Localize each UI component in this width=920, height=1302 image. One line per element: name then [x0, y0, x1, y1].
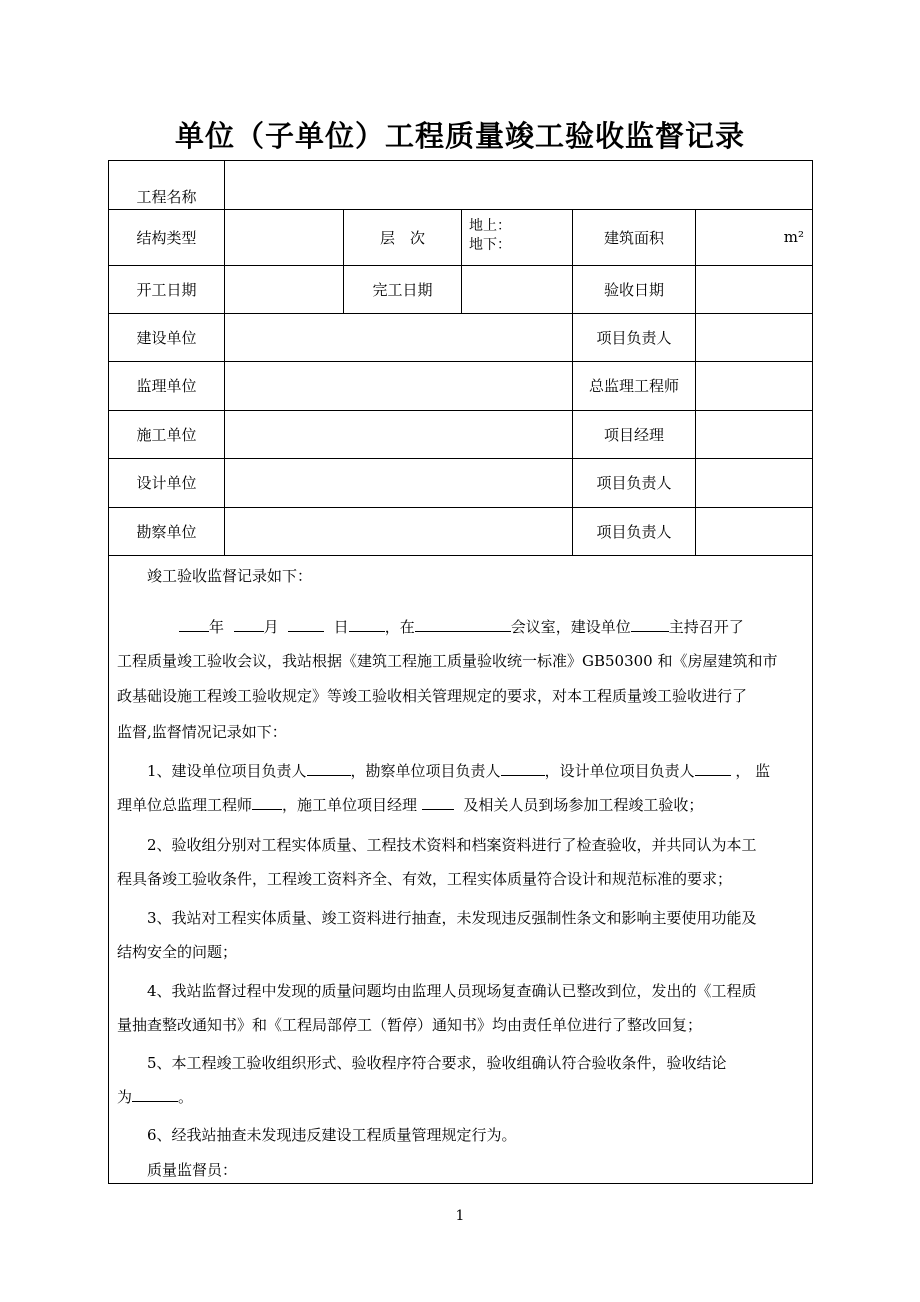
- chief-supervisor-blank[interactable]: [252, 795, 282, 810]
- item1-b: ，勘察单位项目负责人: [350, 762, 501, 780]
- construction-leader-blank[interactable]: [307, 761, 351, 776]
- room-text: 会议室，建设单位: [510, 618, 631, 636]
- design-leader-blank[interactable]: [695, 761, 731, 776]
- month-text: 月: [263, 618, 279, 636]
- item2-line2: 程具备竣工验收条件，工程竣工资料齐全、有效，工程实体质量符合设计和规范标准的要求；: [117, 870, 733, 888]
- project-manager-label: 项目经理: [603, 425, 664, 444]
- structure-type-field[interactable]: [225, 209, 343, 265]
- item4-line2: 量抽查整改通知书》和《工程局部停工（暂停）通知书》均由责任单位进行了整改回复；: [117, 1016, 703, 1034]
- chief-supervisor-label: 总监理工程师: [588, 377, 679, 395]
- day-after-blank[interactable]: [349, 617, 385, 632]
- survey-project-leader-field[interactable]: [696, 507, 812, 555]
- floors-field[interactable]: [469, 217, 569, 255]
- project-manager-blank[interactable]: [422, 795, 454, 810]
- item1-c: ，设计单位项目负责人: [544, 762, 695, 780]
- above-ground-label: 地上：: [469, 218, 511, 234]
- item3-line2: 结构安全的问题；: [117, 943, 238, 961]
- completion-date-label: 完工日期: [372, 280, 433, 299]
- supervision-unit-field[interactable]: [225, 361, 572, 410]
- item1-g: 及相关人员到场参加工程竣工验收；: [463, 796, 704, 814]
- construction-unit-label: 建设单位: [136, 328, 197, 347]
- item1-d: ， 监: [735, 762, 771, 780]
- construction-project-leader-label: 项目负责人: [596, 328, 672, 347]
- day-blank[interactable]: [288, 617, 324, 632]
- completion-date-field[interactable]: [462, 265, 572, 313]
- project-name-label: 工程名称: [136, 188, 197, 206]
- project-manager-field[interactable]: [696, 410, 812, 458]
- host-text: 主持召开了: [668, 618, 744, 636]
- builder-unit-field[interactable]: [225, 410, 572, 458]
- below-ground-label: 地下：: [469, 237, 511, 253]
- design-unit-field[interactable]: [225, 458, 572, 507]
- meeting-paragraph-line2: 工程质量竣工验收会议，我站根据《建筑工程施工质量验收统一标准》GB50300 和《房屋建筑和市: [117, 652, 778, 670]
- survey-unit-label: 勘察单位: [136, 522, 197, 541]
- conclusion-blank[interactable]: [132, 1087, 178, 1102]
- building-area-label: 建筑面积: [603, 228, 664, 247]
- item1-f: ，施工单位项目经理: [282, 796, 418, 814]
- page-number: 1: [455, 1208, 465, 1224]
- supervision-unit-label: 监理单位: [136, 377, 197, 395]
- record-heading: 竣工验收监督记录如下：: [147, 567, 313, 585]
- meeting-paragraph-line4: 监督,监督情况记录如下：: [117, 723, 287, 741]
- year-blank[interactable]: [179, 617, 209, 632]
- start-date-field[interactable]: [225, 265, 343, 313]
- item5-wei: 为: [117, 1088, 133, 1106]
- builder-unit-label: 施工单位: [136, 425, 197, 444]
- design-unit-label: 设计单位: [136, 474, 197, 492]
- survey-unit-field[interactable]: [225, 507, 572, 555]
- construction-unit-field[interactable]: [225, 313, 572, 361]
- at-text: ，在: [384, 618, 415, 636]
- supervisor-label: 质量监督员：: [147, 1161, 238, 1179]
- structure-type-label: 结构类型: [136, 228, 197, 247]
- project-name-field[interactable]: [225, 161, 812, 209]
- design-project-leader-label: 项目负责人: [596, 474, 672, 492]
- chief-supervisor-field[interactable]: [696, 361, 812, 410]
- room-blank[interactable]: [415, 617, 511, 632]
- building-area-field[interactable]: [696, 209, 812, 265]
- item5-period: 。: [178, 1088, 194, 1106]
- item5-line2: [117, 1086, 193, 1107]
- acceptance-date-label: 验收日期: [603, 280, 664, 299]
- document-title: 单位（子单位）工程质量竣工验收监督记录: [174, 119, 745, 153]
- meeting-paragraph-line3: 政基础设施工程竣工验收规定》等竣工验收相关管理规定的要求，对本工程质量竣工验收进行了: [117, 687, 748, 705]
- item1-line1: [147, 760, 770, 781]
- item1-e: 理单位总监理工程师: [117, 796, 253, 814]
- item6-line: 6、经我站抽查未发现违反建设工程质量管理规定行为。: [147, 1126, 517, 1144]
- acceptance-date-field[interactable]: [696, 265, 812, 313]
- item2-line1: 2、验收组分别对工程实体质量、工程技术资料和档案资料进行了检查验收，并共同认为本工: [147, 836, 757, 854]
- host-blank[interactable]: [631, 617, 669, 632]
- item1-line2: [117, 794, 703, 815]
- level-label: 层 次: [379, 228, 425, 247]
- start-date-label: 开工日期: [136, 280, 197, 299]
- item5-line1: 5、本工程竣工验收组织形式、验收程序符合要求，验收组确认符合验收条件，验收结论: [147, 1054, 727, 1072]
- meeting-paragraph-line1: [179, 616, 744, 637]
- day-text: 日: [333, 618, 349, 636]
- item3-line1: 3、我站对工程实体质量、竣工资料进行抽查，未发现违反强制性条文和影响主要使用功能及: [147, 909, 757, 927]
- month-blank[interactable]: [234, 617, 264, 632]
- area-unit: m²: [783, 228, 804, 246]
- acceptance-form-table: [108, 160, 813, 1184]
- survey-project-leader-label: 项目负责人: [596, 522, 672, 541]
- item1-a: 1、建设单位项目负责人: [147, 762, 307, 780]
- item4-line1: 4、我站监督过程中发现的质量问题均由监理人员现场复查确认已整改到位，发出的《工程质: [147, 982, 757, 1000]
- year-text: 年: [209, 618, 225, 636]
- design-project-leader-field[interactable]: [696, 458, 812, 507]
- construction-project-leader-field[interactable]: [696, 313, 812, 361]
- survey-leader-blank[interactable]: [501, 761, 545, 776]
